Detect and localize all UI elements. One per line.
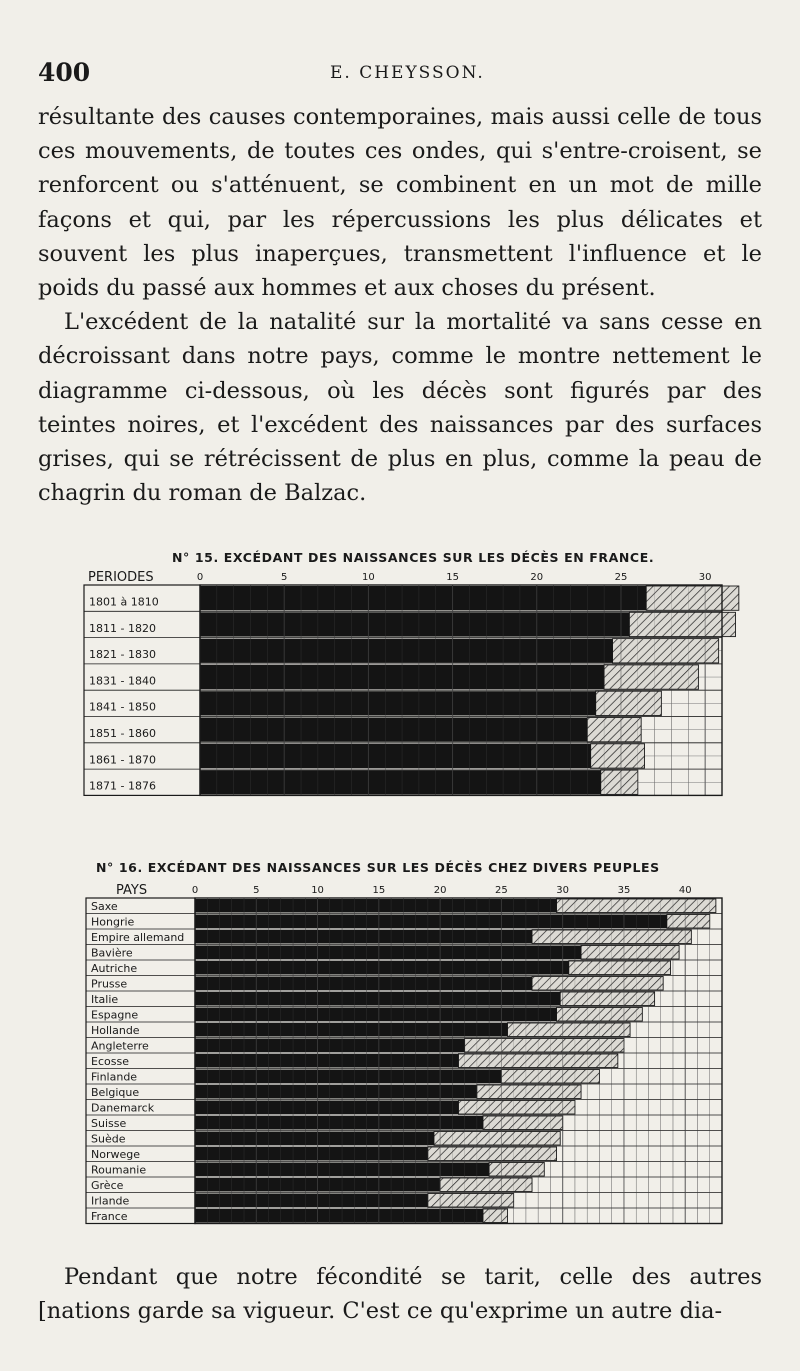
- category-label: Saxe: [91, 900, 118, 914]
- tick-label: 25: [614, 572, 628, 583]
- category-label: Danemarck: [91, 1101, 155, 1115]
- tick-label: 25: [495, 885, 508, 896]
- bar-deaths: [195, 1008, 557, 1022]
- bar-deaths: [195, 1085, 477, 1099]
- category-label: Finlande: [91, 1070, 138, 1084]
- bar-births-excess: [459, 1101, 575, 1115]
- category-label: France: [91, 1210, 128, 1224]
- bar-deaths: [195, 899, 557, 913]
- paragraph-1: résultante des causes contemporaines, mais aussi celle de tous ces mouvements, de toutes ces ondes, qui s'entre-croisent, se renforcent ou s'atténuent, se combinent en un mot de mille façons et qui, par les répercussions les plus délicates et souvent les plus inaperçues, transmettent l'influence et le poids du passé aux hommes et aux choses du présent.: [38, 104, 762, 302]
- bar-deaths: [200, 744, 591, 768]
- chart-15-title: N° 15. EXCÉDANT DES NAISSANCES SUR LES DÉCÈS EN FRANCE.: [172, 550, 655, 565]
- category-label: 1831 - 1840: [89, 674, 156, 688]
- tick-label: 20: [433, 885, 447, 896]
- category-label: 1871 - 1876: [89, 779, 156, 793]
- bar-deaths: [195, 977, 532, 991]
- bar-births-excess: [596, 691, 662, 715]
- category-label: Angleterre: [91, 1039, 149, 1053]
- paragraph-3: Pendant que notre fécondité se tarit, celle des autres [nations garde sa vigueur. C'est ce qu'exprime un autre dia-: [38, 1264, 762, 1325]
- bar-deaths: [200, 770, 601, 794]
- category-label: Hollande: [91, 1024, 140, 1038]
- tick-label: 0: [196, 572, 204, 583]
- bar-deaths: [195, 1070, 501, 1084]
- paragraph-2: L'excédent de la natalité sur la mortalité va sans cesse en décroissant dans notre pays, comme le montre nettement le diagramme ci-dessous, où les décès sont figurés par des teintes noires, et l'excédent des naissances par des surfaces grises, qui se rétrécissent de plus en plus, comme la peau de chagrin du roman de Balzac.: [38, 309, 762, 507]
- category-label: Empire allemand: [91, 931, 185, 945]
- row-header: PERIODES: [88, 570, 154, 585]
- bar-births-excess: [465, 1039, 624, 1053]
- bar-deaths: [195, 961, 569, 975]
- bar-deaths: [200, 586, 646, 610]
- bar-births-excess: [560, 992, 654, 1006]
- bar-deaths: [200, 718, 587, 742]
- bar-births-excess: [581, 946, 679, 960]
- bar-births-excess: [428, 1194, 514, 1208]
- category-label: Norwege: [91, 1148, 140, 1162]
- bar-births-excess: [483, 1116, 563, 1130]
- bar-deaths: [195, 1132, 434, 1146]
- tick-label: 0: [191, 885, 199, 896]
- tick-label: 35: [617, 885, 631, 896]
- tick-label: 10: [311, 885, 324, 896]
- bar-births-excess: [569, 961, 671, 975]
- bar-births-excess: [477, 1085, 581, 1099]
- bar-births-excess: [613, 639, 719, 663]
- bar-deaths: [195, 1194, 428, 1208]
- tick-label: 30: [698, 572, 712, 583]
- tick-label: 15: [446, 572, 459, 583]
- bar-deaths: [200, 612, 629, 636]
- bar-deaths: [195, 1147, 428, 1161]
- tick-label: 5: [253, 885, 260, 896]
- bar-births-excess: [646, 586, 739, 610]
- row-header: PAYS: [116, 883, 148, 898]
- bar-deaths: [195, 1054, 459, 1068]
- page-number: 400: [38, 58, 91, 87]
- running-head: E. CHEYSSON.: [330, 63, 485, 83]
- category-label: 1861 - 1870: [89, 753, 156, 767]
- bar-births-excess: [604, 665, 698, 689]
- tick-label: 40: [678, 885, 692, 896]
- bar-births-excess: [440, 1178, 532, 1192]
- chart-16: [86, 883, 722, 1224]
- chart-16-title: N° 16. EXCÉDANT DES NAISSANCES SUR LES DÉCÈS CHEZ DIVERS PEUPLES: [96, 860, 660, 875]
- bar-births-excess: [532, 977, 663, 991]
- category-label: Belgique: [91, 1086, 140, 1100]
- category-label: 1801 à 1810: [89, 595, 159, 609]
- bar-births-excess: [489, 1163, 544, 1177]
- tick-label: 15: [372, 885, 386, 896]
- bar-births-excess: [483, 1209, 508, 1223]
- category-label: Autriche: [91, 962, 138, 976]
- category-label: 1821 - 1830: [89, 648, 156, 662]
- category-label: 1811 - 1820: [89, 621, 156, 635]
- category-label: Suède: [91, 1132, 126, 1146]
- tick-label: 5: [281, 572, 288, 583]
- category-label: Hongrie: [91, 915, 135, 929]
- tick-label: 30: [556, 885, 570, 896]
- category-label: Grèce: [91, 1179, 124, 1193]
- bar-births-excess: [629, 612, 735, 636]
- category-label: Italie: [91, 993, 119, 1007]
- category-label: Roumanie: [91, 1163, 147, 1177]
- bar-deaths: [195, 1101, 459, 1115]
- tick-label: 10: [362, 572, 375, 583]
- category-label: Bavière: [91, 946, 133, 960]
- category-label: Irlande: [91, 1194, 130, 1208]
- bar-deaths: [195, 992, 560, 1006]
- tick-label: 20: [530, 572, 544, 583]
- bar-births-excess: [601, 770, 638, 794]
- bar-deaths: [195, 946, 581, 960]
- chart-15: [84, 570, 739, 795]
- bar-deaths: [195, 1023, 508, 1037]
- bar-births-excess: [434, 1132, 560, 1146]
- bar-births-excess: [591, 744, 645, 768]
- category-label: Ecosse: [91, 1055, 129, 1069]
- bar-births-excess: [587, 718, 641, 742]
- bar-births-excess: [428, 1147, 557, 1161]
- category-label: 1841 - 1850: [89, 700, 156, 714]
- category-label: Espagne: [91, 1008, 139, 1022]
- bar-deaths: [195, 915, 667, 929]
- body-text-bottom: [38, 1260, 762, 1328]
- bar-births-excess: [667, 915, 710, 929]
- category-label: Suisse: [91, 1117, 127, 1131]
- category-label: Prusse: [91, 977, 128, 991]
- category-label: 1851 - 1860: [89, 727, 156, 741]
- bar-deaths: [195, 930, 532, 944]
- bar-deaths: [200, 639, 613, 663]
